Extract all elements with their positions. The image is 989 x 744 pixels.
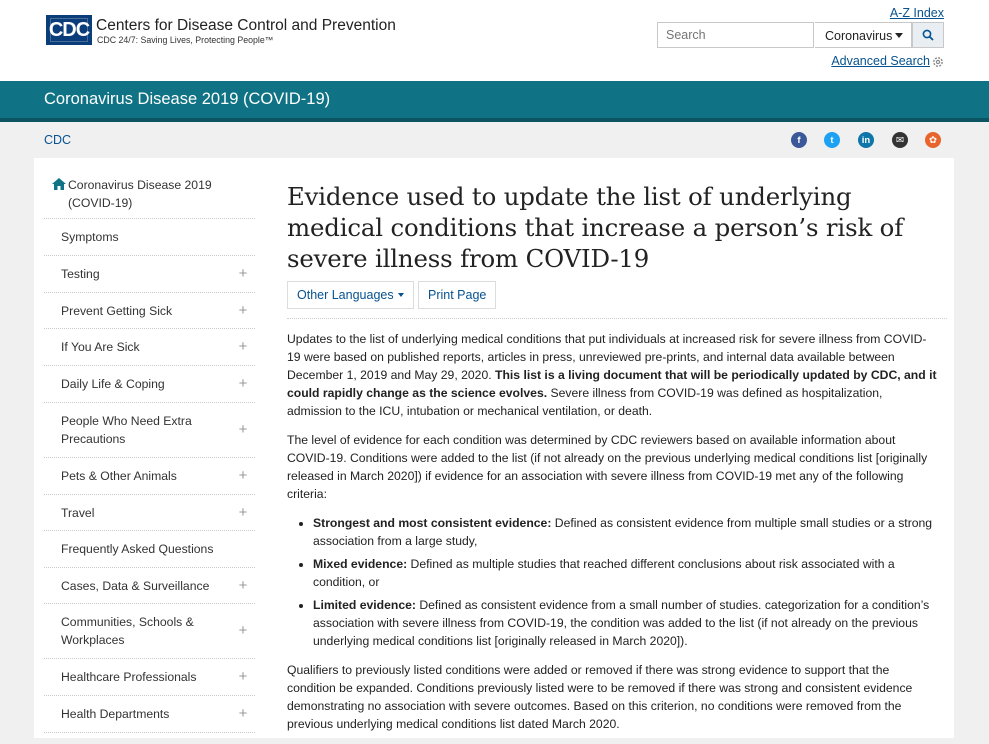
expand-plus-icon[interactable]: + — [238, 265, 248, 282]
banner-title[interactable]: Coronavirus Disease 2019 (COVID-19) — [44, 90, 331, 108]
chevron-down-icon — [895, 33, 903, 38]
sidebar-item[interactable] — [44, 366, 255, 403]
criteria-text: Defined as consistent evidence from multiple small studies or a strong association from a large study, — [313, 516, 933, 548]
gear-icon[interactable] — [931, 55, 945, 69]
criteria-list-item — [313, 514, 939, 550]
intro-bold-text: This list is a living document that will be periodically updated by CDC, and it could rapidly change as the science evolves. — [287, 368, 937, 400]
criteria-text: Defined as multiple studies that reached different conclusions about risk associated with a condition, or — [313, 557, 895, 589]
sidebar-item[interactable] — [44, 568, 255, 604]
intro-text: Updates to the list of underlying medical conditions that put individuals at increased risk for severe illness from COVID-19 were based on published reports, articles in press, unreviewed pre-prints, and internal data available between December 1, 2019 and May 29, 2020. — [287, 332, 927, 382]
sidebar-item-label: Travel — [61, 505, 95, 520]
sidebar-item-label: Communities, Schools & Workplaces — [61, 615, 194, 647]
home-icon — [52, 178, 66, 190]
page-title: Evidence used to update the list of underlying medical conditions that increase a person’s risk of severe illness from COVID-19 — [287, 182, 904, 273]
advanced-search-link[interactable]: Advanced Search — [831, 54, 930, 68]
search-icon — [922, 29, 934, 41]
linkedin-icon[interactable]: in — [858, 132, 874, 148]
sidebar-item[interactable] — [44, 495, 255, 531]
article-body — [287, 330, 939, 744]
org-tagline: CDC 24/7: Saving Lives, Protecting People™ — [97, 35, 274, 45]
intro-text-2: Severe illness from COVID-19 was defined as hospitalization, admission to the ICU, intubation or mechanical ventilation, or death. — [287, 386, 883, 418]
sidebar-item-home[interactable] — [44, 170, 255, 219]
sidebar-item[interactable] — [44, 604, 255, 659]
criteria-list-item — [313, 596, 939, 650]
criteria-list-item — [313, 555, 939, 591]
sidebar-item-label: Daily Life & Coping — [61, 377, 165, 391]
criteria-term: Limited evidence: — [313, 598, 416, 612]
org-name[interactable]: Centers for Disease Control and Prevention — [96, 17, 396, 34]
sidebar-item[interactable] — [44, 219, 255, 256]
sidebar-nav — [44, 170, 255, 733]
breadcrumb[interactable]: CDC — [44, 133, 72, 147]
criteria-term: Mixed evidence: — [313, 557, 408, 571]
criteria-term: Strongest and most consistent evidence: — [313, 516, 552, 530]
search-input[interactable] — [657, 22, 814, 48]
sidebar-item-label: Frequently Asked Questions — [61, 542, 214, 556]
chevron-down-icon — [398, 293, 404, 297]
sidebar-item[interactable] — [44, 256, 255, 293]
sidebar-item[interactable] — [44, 293, 255, 329]
expand-plus-icon[interactable]: + — [238, 622, 248, 639]
sidebar-item-label: Prevent Getting Sick — [61, 303, 173, 318]
expand-plus-icon[interactable]: + — [238, 301, 248, 319]
sidebar-item-label: Cases, Data & Surveillance — [61, 578, 210, 593]
paragraph-intro — [287, 330, 939, 420]
criteria-list — [287, 514, 939, 650]
search-button[interactable] — [912, 22, 944, 48]
expand-plus-icon[interactable]: + — [238, 576, 248, 594]
paragraph-qualifiers: Qualifiers to previously listed conditions were added or removed if there was strong evidence to support that the condition be expanded. Conditions previously listed were to be removed if there was strong and consistent evidence demonstrating no association with severe outcomes. Based on this criterion, no conditions were removed from the previous underlying medical conditions list dated March 2020. — [287, 663, 913, 731]
other-languages-button[interactable] — [287, 281, 414, 309]
sidebar-item-label: Pets & Other Animals — [61, 469, 177, 483]
sidebar-item-label: Healthcare Professionals — [61, 670, 197, 684]
expand-plus-icon[interactable]: + — [238, 705, 248, 722]
paragraph-evidence: The level of evidence for each condition was determined by CDC reviewers based on available information about COVID-19. Conditions were added to the list (if not already on the previous underlying medical conditions list [originally released in March 2020]) if evidence for an association with severe illness from COVID-19 met any of the following criteria: — [287, 433, 928, 501]
other-languages-label: Other Languages — [297, 288, 394, 302]
sidebar-item-label: People Who Need Extra Precautions — [61, 414, 192, 446]
email-icon[interactable]: ✉ — [892, 132, 908, 148]
sidebar-item-label: Testing — [61, 267, 100, 281]
cdc-logo[interactable]: CDC — [46, 15, 92, 45]
expand-plus-icon[interactable]: + — [238, 421, 248, 438]
expand-plus-icon[interactable]: + — [238, 503, 248, 521]
sidebar-item[interactable] — [44, 458, 255, 495]
facebook-icon[interactable]: f — [791, 132, 807, 148]
sidebar-item-label: Health Departments — [61, 707, 170, 721]
expand-plus-icon[interactable]: + — [238, 668, 248, 685]
syndicate-icon[interactable]: ✿ — [925, 132, 941, 148]
print-page-label: Print Page — [428, 288, 487, 302]
sidebar-item[interactable] — [44, 659, 255, 696]
expand-plus-icon[interactable]: + — [238, 467, 248, 484]
expand-plus-icon[interactable]: + — [238, 375, 248, 392]
divider — [287, 318, 947, 319]
sidebar-item[interactable] — [44, 696, 255, 733]
search-scope-label: Coronavirus — [825, 29, 893, 43]
twitter-icon[interactable]: t — [824, 132, 840, 148]
sidebar-home-label: Coronavirus Disease 2019 (COVID-19) — [68, 178, 212, 210]
sidebar-item[interactable] — [44, 531, 255, 568]
criteria-text: Defined as consistent evidence from a small number of studies. categorization for a condition’s association with severe illness from COVID-19, the condition was added to the list (if not already on the previous underlying medical conditions list [originally released in March 2020]). — [313, 598, 930, 648]
topic-banner — [0, 81, 989, 122]
print-page-button[interactable] — [418, 281, 496, 309]
sidebar-item-label: If You Are Sick — [61, 340, 140, 354]
search-scope-dropdown[interactable] — [815, 22, 912, 48]
sidebar-item[interactable] — [44, 329, 255, 366]
site-header — [0, 0, 989, 81]
expand-plus-icon[interactable]: + — [238, 338, 248, 355]
sidebar-item-label: Symptoms — [61, 230, 119, 244]
az-index-link[interactable]: A-Z Index — [889, 6, 944, 20]
sidebar-item[interactable] — [44, 403, 255, 458]
